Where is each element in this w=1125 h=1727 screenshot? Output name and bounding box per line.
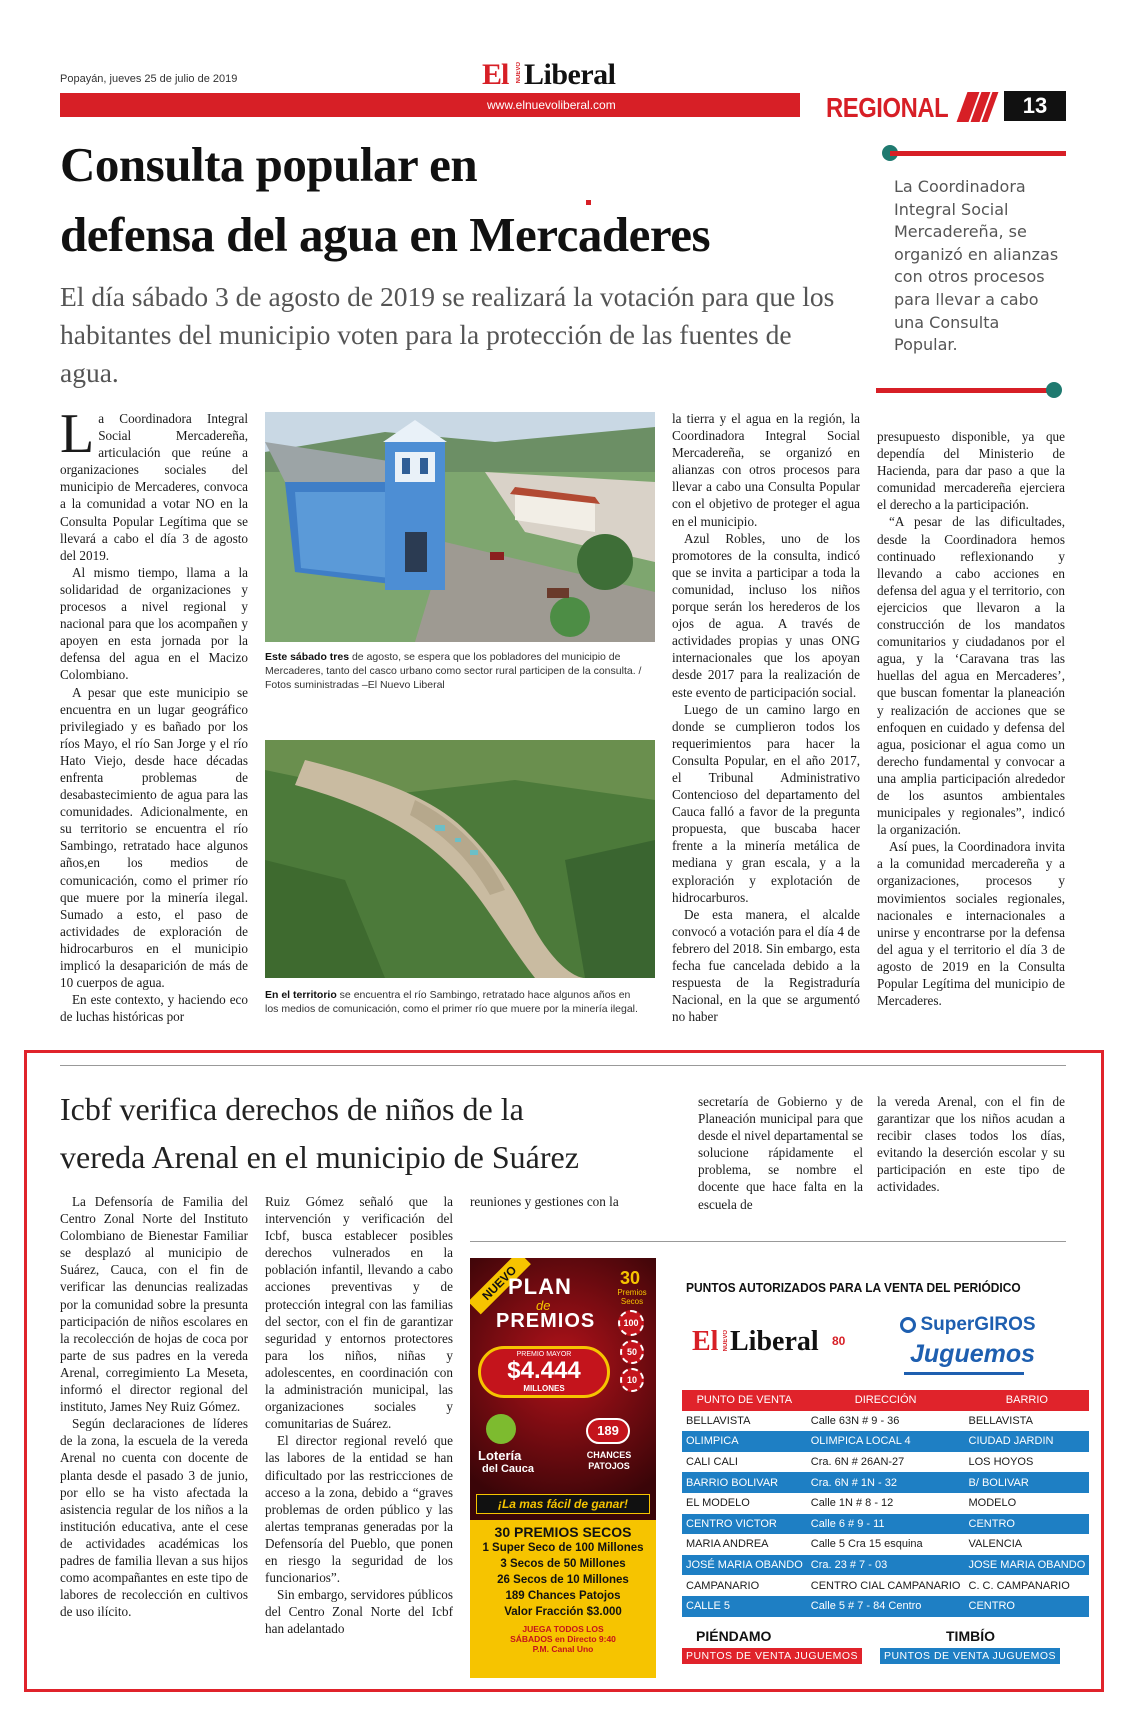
ad-logo-liberal: Liberal	[730, 1326, 819, 1357]
section-rule	[60, 1065, 1066, 1066]
section-label: REGIONAL	[826, 92, 949, 123]
town-timbio: TIMBÍO	[946, 1628, 995, 1644]
prize-amount: $4.444	[507, 1357, 581, 1384]
table-header-row	[682, 1390, 1089, 1411]
article1-column-1: La Coordinadora Integral Social Mercadereña, articulación que reúne a organizaciones sociales del municipio de Mercaderes, convoca a la comunidad a votar NO en la Consulta Popular Legítima que se llevará a cabo el día 3 de agosto del 2019. Al mismo tiempo, llama a la solidaridad de organizaciones y procesos a nivel regional y nacional para que los acompañen y apoyen en esta jornada por la defensa del agua en el Macizo Colombiano. A pesar que este municipio se encuentra en un lugar geográfico privilegiado y es bañado por los ríos Mayo, el río San Jorge y el río Hato Viejo, desde hace décadas enfrenta problemas de desabastecimiento de agua para las comunidades. Adicionalmente, en su territorio se encuentra el río Sambingo, retratado hace algunos años,en los medios de comunicación, como el primer río que muere por la minería ilegal. Sumado a esto, el paso de actividades de exploración de hidrocarburos en el municipio implicó la desaparición de más de 10 cuerpos de agua. En este contexto, y haciendo eco de luchas históricas por	[60, 410, 248, 1025]
article2-column-5: la vereda Arenal, con el fin de garantizar que los niños acudan a recibir clases todos los días, evitando la deserción escolar y su participación en este tipo de actividades.	[877, 1094, 1065, 1195]
amount-badge	[478, 1346, 610, 1398]
ad-premios: PREMIOS	[496, 1310, 596, 1332]
article1-column-3: la tierra y el agua en la región, la Coordinadora Integral Social Mercadereña, se organizó en alianzas con otros procesos para llevar a cabo una Consulta Popular con el objetivo de proteger el agua en el municipio. Azul Robles, uno de los promotores de la consulta, indicó que se invita a participar a toda la comunidad, incluso los niños porque serán los herederos de los ojos de agua. A través de actividades propias y unas ONG internacionales que los apoyan desde 2017 para la realización de este evento de participación social. Luego de un camino largo en donde se cumplieron todos los requerimientos para hacer la Consulta Popular, en el año 2017, el Tribunal Administrativo Contencioso del departamento del Cauca falló a favor de la pregunta propuesta, que buscaba hacer frente a la minería metálica de mediana y gran escala, y a la exploración y explotación de hidrocarburos. De esta manera, el alcalde convocó a votación para el día 4 de febrero del 2018. Sin embargo, esta fecha fue cancelada debido a la respuesta de la Registraduría Nacional, en la que se argumentó no haber	[672, 411, 860, 1025]
chances-badge: 189	[586, 1418, 630, 1444]
ad-de: de	[536, 1298, 551, 1313]
article2-headline-line-1: Icbf verifica derechos de niños de la	[60, 1091, 524, 1127]
secos-panel	[470, 1520, 656, 1678]
points-of-sale-ad	[672, 1258, 1086, 1678]
logo-el: El	[482, 58, 509, 91]
logo-nuevo: NUEVO	[516, 62, 522, 84]
headline-red-dot	[586, 200, 591, 205]
secos-label: Premios Secos	[617, 1288, 647, 1306]
ad-logo-nuevo: NUEVO	[723, 1330, 729, 1352]
town-piendamo: PIÉNDAMO	[696, 1628, 772, 1644]
supergiros-logo	[900, 1314, 1060, 1336]
church-photo	[265, 412, 655, 642]
ad-logo-80: 80	[832, 1334, 846, 1348]
header-red-bar	[60, 93, 800, 117]
river-aerial-photo	[265, 740, 655, 978]
table-row: JOSÉ MARIA OBANDO Cra. 23 # 7 - 03 JOSE MARIA OBANDO	[682, 1555, 1089, 1576]
website-url[interactable]: www.elnuevoliberal.com	[487, 98, 616, 112]
article1-column-4: presupuesto disponible, ya que dependía del Ministerio de Hacienda, para dar paso a que la comunidad mercadereña ejerciera el derecho a la participación. “A pesar de las dificultades, desde la Coordinadora hemos continuado reflexionando y llevando a cabo acciones en defensa del agua y el territorio, con ejercicios que llevaron a la construcción de los mandatos comunitarios y ciudadanos por el agua, y la ‘Caravana tras las huellas del agua en Mercaderes’, que buscan fomentar la planeación y realización de acciones que se enfoquen en cuidado y defensa del agua, posicionar el agua como un derecho fundamental y convocar a una amplia participación alrededor de los asuntos ambientales municipales y regionales”, indicó la organización. Así pues, la Coordinadora invita a la comunidad mercadereña y a organizaciones, procesos y movimientos sociales regionales, nacionales e internacionales a unirse y encontrarse por la defensa del agua y el territorio el día 3 de agosto de 2019 en la Consulta Popular Legítima del municipio de Mercaderes.	[877, 429, 1065, 1009]
town-timbio-sub: PUNTOS DE VENTA JUGUEMOS	[880, 1648, 1060, 1664]
juega-text: JUEGA TODOS LOS SÁBADOS en Directo 9:40 P.M. Canal Uno	[510, 1624, 616, 1654]
points-table-grid	[682, 1390, 1089, 1617]
article2-column-2: Ruiz Gómez señaló que la intervención y verificación del Icbf, busca establecer posibles derechos vulnerados en la población infantil, llevando a cabo acciones preventivas y de protección integral con las familias del sector, con el fin de garantizar seguridad y entornos protectores para los niños, niñas y adolescentes, en coordinación con la administración municipal, las organizaciones sociales y comunitarias de Suárez. El director regional reveló que las labores de la entidad se han dificultado por las restricciones de acceso a la zona, debido a “graves problemas de orden público y las alertas tempranas generadas por la Defensoría del Pueblo, que ponen en riesgo la seguridad de los funcionarios”. Sin embargo, servidores públicos del Centro Zonal Norte del Icbf han adelantado	[265, 1194, 453, 1637]
quote-dot-bottom	[1046, 382, 1062, 398]
points-table	[682, 1390, 1086, 1617]
brand-loteria: Lotería	[478, 1448, 522, 1463]
table-row: MARIA ANDREA Calle 5 Cra 15 esquina VALENCIA	[686, 1538, 1023, 1551]
town-piendamo-sub: PUNTOS DE VENTA JUGUEMOS	[682, 1648, 862, 1664]
loteria-logo-icon	[486, 1414, 516, 1444]
chip-100: 100	[618, 1310, 644, 1336]
table-header: DIRECCIÓN	[807, 1390, 965, 1411]
logo-liberal: Liberal	[524, 58, 616, 91]
table-header: PUNTO DE VENTA	[682, 1390, 807, 1411]
table-row: BELLAVISTA Calle 63N # 9 - 36 BELLAVISTA	[686, 1414, 1033, 1427]
photo-caption-2: En el territorio se encuentra el río Sambingo, retratado hace algunos años en los medios de comunicación, como el primer río que muere por la minería ilegal.	[265, 989, 638, 1015]
table-row: CENTRO VICTOR Calle 6 # 9 - 11 CENTRO	[682, 1514, 1089, 1535]
points-title: PUNTOS AUTORIZADOS PARA LA VENTA DEL PERIÓDICO	[686, 1280, 1021, 1295]
supergiros-text: SuperGIROS	[920, 1314, 1036, 1335]
ads-rule	[470, 1241, 1066, 1242]
table-row: EL MODELO Calle 1N # 8 - 12 MODELO	[686, 1497, 1017, 1510]
juguemos-underline	[904, 1372, 1024, 1375]
headline-line-1: Consulta popular en	[60, 137, 478, 192]
ad-plan: PLAN	[508, 1274, 572, 1299]
article2-column-3: reuniones y gestiones con la	[470, 1194, 619, 1209]
brand-cauca: del Cauca	[482, 1463, 534, 1475]
quote-box	[876, 144, 1066, 398]
photo-caption-1: Este sábado tres de agosto, se espera que los pobladores del municipio de Mercaderes, tanto del casco urbano como sector rural participen de la consulta. / Fotos suministradas –El Nuevo Liberal	[265, 651, 642, 691]
dropcap: L	[60, 410, 95, 465]
secos-line-2: 3 Secos de 50 Millones	[500, 1558, 626, 1570]
supergiros-icon	[900, 1317, 916, 1333]
premio-mayor-label: PREMIO MAYOR	[516, 1351, 572, 1358]
chip-10: 10	[620, 1368, 644, 1392]
table-header: BARRIO	[965, 1390, 1090, 1411]
chip-50: 50	[620, 1340, 644, 1364]
section-stripes	[962, 92, 1000, 122]
masthead-logo	[482, 58, 652, 90]
tagline: ¡La mas fácil de ganar!	[476, 1494, 650, 1514]
lottery-ad[interactable]	[470, 1258, 656, 1678]
badge-nuevo: NUEVO	[470, 1258, 531, 1314]
article2-headline-line-2: vereda Arenal en el municipio de Suárez	[60, 1139, 579, 1175]
secos-heading: 30 PREMIOS SECOS	[494, 1524, 632, 1540]
ad-logo-el: El	[692, 1326, 719, 1357]
article2-headline	[60, 1085, 700, 1181]
prize-millones: MILLONES	[523, 1384, 565, 1393]
quote-text: La Coordinadora Integral Social Mercadereña, se organizó en alianzas con otros procesos para llevar a cabo una Consulta Popular.	[894, 177, 1059, 355]
juguemos-logo: Juguemos	[910, 1340, 1036, 1368]
secos-line-5: Valor Fracción $3.000	[504, 1606, 622, 1618]
dateline: Popayán, jueves 25 de julio de 2019	[60, 73, 238, 85]
table-row: CALI CALI Cra. 6N # 26AN-27 LOS HOYOS	[686, 1456, 1034, 1469]
article-deck: El día sábado 3 de agosto de 2019 se realizará la votación para que los habitantes del municipio voten para la protección de las fuentes de agua.	[60, 281, 835, 388]
chances-label: CHANCES PATOJOS	[586, 1450, 632, 1471]
table-row: CALLE 5 Calle 5 # 7 - 84 Centro CENTRO	[682, 1596, 1089, 1617]
table-row: CAMPANARIO CENTRO CIAL CAMPANARIO C. C. CAMPANARIO	[686, 1579, 1070, 1592]
headline-line-2: defensa del agua en Mercaderes	[60, 207, 711, 262]
table-row: BARRIO BOLIVAR Cra. 6N # 1N - 32 B/ BOLIVAR	[682, 1472, 1089, 1493]
article2-column-4: secretaría de Gobierno y de Planeación municipal para que desde el nivel departamental se solucione rápidamente el problema, se nombre el docente que hace falta en la escuela de	[698, 1094, 863, 1212]
page-number: 13	[1004, 91, 1066, 121]
secos-line-1: 1 Super Seco de 100 Millones	[482, 1542, 644, 1554]
secos-line-4: 189 Chances Patojos	[505, 1590, 621, 1602]
article2-column-1: La Defensoría de Familia del Centro Zonal Norte del Instituto Colombiano de Bienestar Familiar se desplazó al municipio de Suárez, Cauca, con el fin de verificar las denuncias realizadas por la comunidad sobre la presunta participación de niños escolares en la recolección de hojas de coca por parte de sus padres en la vereda Arenal, corregimiento La Meseta, informó el director regional del instituto, James Ney Ruiz Gómez. Según declaraciones de líderes de la zona, la escuela de la vereda Arenal no cuenta con docente de planta desde el pasado 3 de junio, por ello se ha visto afectada la asistencia regular de los niños a la institución educativa, ante el cese de actividades académicas los padres de familia llevan a sus hijos como acompañantes en este tipo de labores de recolección en cultivos de uso ilícito.	[60, 1194, 248, 1620]
article-headline	[60, 130, 870, 270]
secos-count: 30	[620, 1268, 641, 1288]
table-row: OLIMPICA OLIMPICA LOCAL 4 CIUDAD JARDIN	[682, 1431, 1089, 1452]
quote-rule-top	[890, 151, 1066, 156]
el-liberal-logo	[692, 1326, 862, 1360]
quote-rule-bottom	[876, 388, 1052, 393]
secos-line-3: 26 Secos de 10 Millones	[497, 1574, 629, 1586]
